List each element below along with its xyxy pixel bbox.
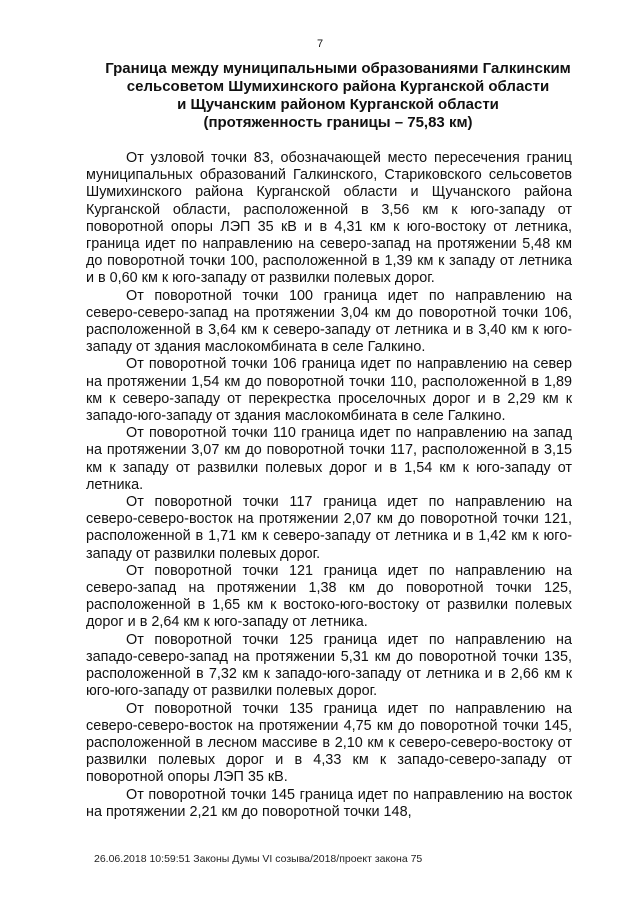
title-line: и Щучанским районом Курганской области <box>177 96 499 113</box>
title-line: Граница между муниципальными образованиями Галкинским <box>105 60 571 77</box>
document-title <box>96 60 580 132</box>
title-line: сельсоветом Шумихинского района Курганской области <box>126 78 550 95</box>
paragraph: От поворотной точки 121 граница идет по направлению на северо-запад на протяжении 1,38 км до поворотной точки 125, расположенной в 1,65 км к востоко-юго-востоку от развилки полевых дорог и в 2,64 км к юго-западу от летника. <box>86 562 572 631</box>
paragraph: От поворотной точки 110 граница идет по направлению на запад на протяжении 3,07 км до поворотной точки 117, расположенной в 3,15 км к западу от развилки полевых дорог и в 1,54 км к юго-западу от летника. <box>86 425 572 493</box>
paragraph: От поворотной точки 117 граница идет по направлению на северо-северо-восток на протяжении 2,07 км до поворотной точки 121, расположенной в 1,71 км к северо-западу от летника и в 1,42 км к юго-западу от развилки полевых дорог. <box>86 494 572 562</box>
page-number: 7 <box>316 38 324 50</box>
paragraph: От поворотной точки 125 граница идет по направлению на западо-северо-запад на протяжении 5,31 км до поворотной точки 135, расположенной в 7,32 км к западо-юго-западу от летника и в 2,66 км к юго-юго-западу от развилки полевых дорог. <box>86 631 572 700</box>
document-body <box>86 150 572 821</box>
paragraph: От поворотной точки 135 граница идет по направлению на северо-северо-восток на протяжении 4,75 км до поворотной точки 145, расположенной в лесном массиве в 2,10 км к северо-северо-востоку от развилки полевых дорог и в 4,33 км к западо-северо-западу от поворотной опоры ЛЭП 35 кВ. <box>86 700 572 786</box>
paragraph: От поворотной точки 106 граница идет по направлению на север на протяжении 1,54 км до поворотной точки 110, расположенной в 1,89 км к северо-западу от перекрестка проселочных дорог и в 2,29 км к западо-юго-западу от здания маслокомбината в селе Галкино. <box>86 356 572 425</box>
title-line: (протяженность границы – 75,83 км) <box>203 114 473 131</box>
page-footer: 26.06.2018 10:59:51 Законы Думы VI созыва/2018/проект закона 75 <box>94 853 423 865</box>
paragraph: От поворотной точки 145 граница идет по направлению на восток на протяжении 2,21 км до поворотной точки 148, <box>86 786 572 820</box>
paragraph: От поворотной точки 100 граница идет по направлению на северо-северо-запад на протяжении 3,04 км до поворотной точки 106, расположенной в 3,64 км к северо-западу от летника и в 3,40 км к юго-западу от здания маслокомбината в селе Галкино. <box>86 287 572 356</box>
paragraph: От узловой точки 83, обозначающей место пересечения границ муниципальных образований Галкинского, Стариковского сельсоветов Шумихинского района Курганской области и Щучанского района Курганской области, расположенной в 3,56 км к юго-западу от поворотной опоры ЛЭП 35 кВ и в 4,31 км к юго-востоку от летника, граница идет по направлению на северо-запад на протяжении 5,48 км до поворотной точки 100, расположенной в 1,39 км к западу от летника и в 0,60 км к юго-западу от развилки полевых дорог. <box>86 150 572 287</box>
